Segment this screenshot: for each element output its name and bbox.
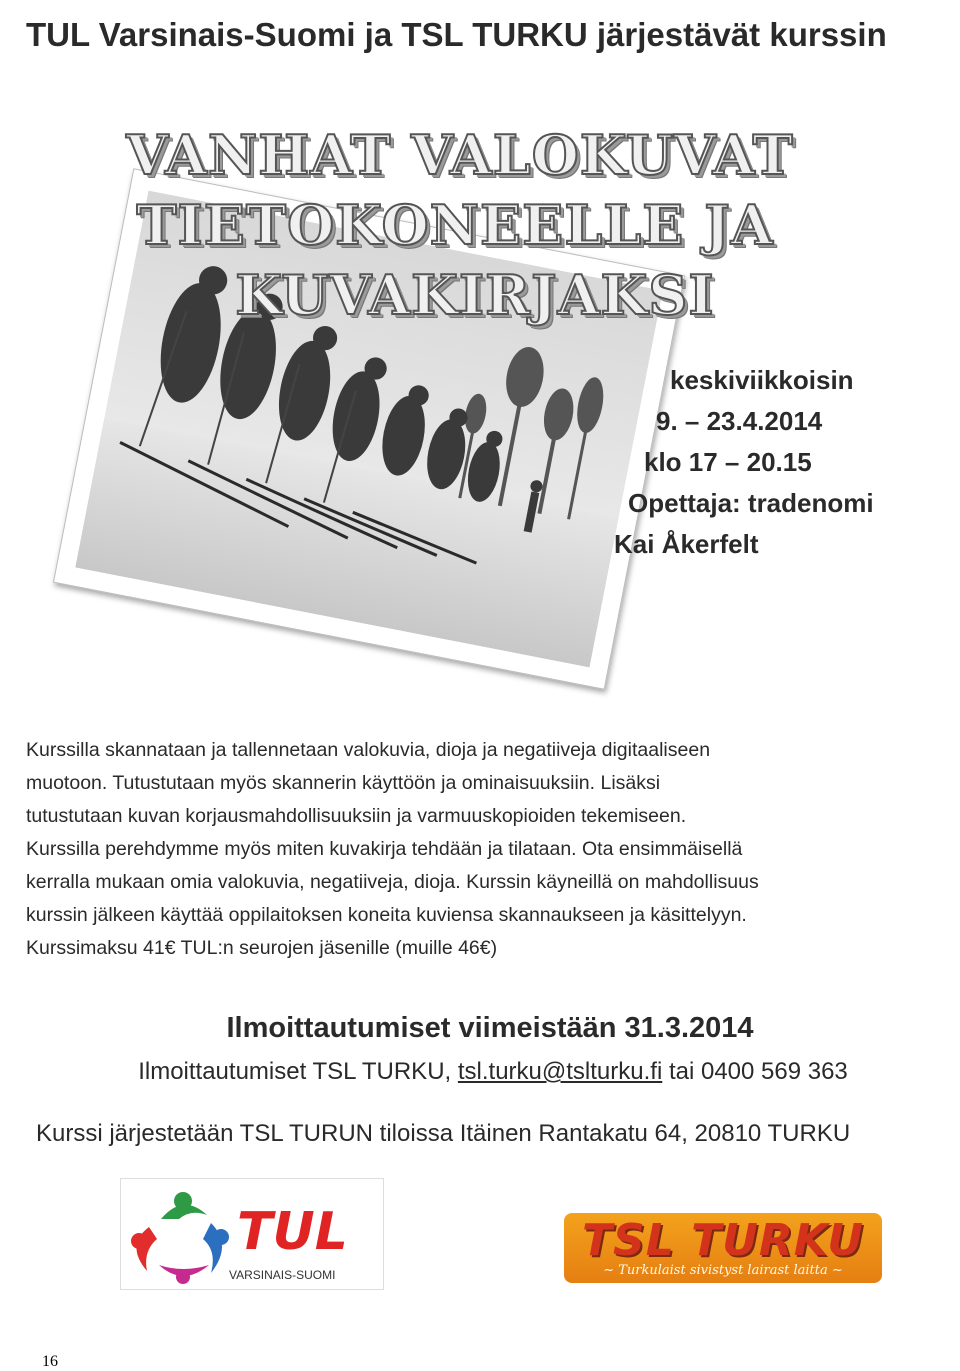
title-line-3: KUVAKIRJAKSI — [235, 263, 715, 327]
headline: TUL Varsinais-Suomi ja TSL TURKU järjestävät kurssin — [26, 16, 887, 53]
tsl-turku-logo — [564, 1213, 882, 1283]
course-day: keskiviikkoisin — [670, 365, 854, 395]
tul-logo — [120, 1178, 384, 1290]
teacher-label: Opettaja: tradenomi — [628, 488, 874, 518]
teacher-name: Kai Åkerfelt — [614, 529, 759, 559]
description-line: kerralla mukaan omia valokuvia, negatiiveja, dioja. Kurssin käyneillä on mahdollisuus — [26, 871, 759, 893]
description-line: tutustutaan kuvan korjausmahdollisuuksiin ja varmuuskopioiden tekemiseen. — [26, 805, 687, 827]
description-line: Kurssimaksu 41€ TUL:n seurojen jäsenille (muille 46€) — [26, 937, 498, 959]
description-line: muotoon. Tutustutaan myös skannerin käyttöön ja ominaisuuksiin. Lisäksi — [26, 772, 661, 794]
tsl-wordmark: TSL TURKU — [582, 1215, 864, 1266]
tul-figures-icon — [121, 1179, 383, 1289]
title-line-2: TIETOKONEELLE JA — [136, 193, 774, 257]
course-description — [26, 734, 946, 965]
tul-wordmark: TUL — [237, 1202, 348, 1262]
title-line-1: VANHAT VALOKUVAT — [126, 123, 794, 187]
course-details — [612, 360, 952, 565]
course-location: Kurssi järjestetään TSL TURUN tiloissa Itäinen Rantakatu 64, 20810 TURKU — [36, 1120, 851, 1147]
description-line: Kurssilla skannataan ja tallennetaan valokuvia, dioja ja negatiiveja digitaaliseen — [26, 739, 711, 761]
tul-subtitle: VARSINAIS-SUOMI — [229, 1268, 336, 1282]
registration-deadline: Ilmoittautumiset viimeistään 31.3.2014 — [226, 1012, 754, 1044]
tsl-slogan: ~ Turkulaist sivistyst lairast laitta ~ — [603, 1263, 843, 1278]
description-line: Kurssilla perehdymme myös miten kuvakirja tehdään ja tilataan. Ota ensimmäisellä — [26, 838, 743, 860]
contact-prefix: Ilmoittautumiset TSL TURKU, — [138, 1058, 452, 1085]
course-dates: 9. – 23.4.2014 — [656, 406, 823, 436]
description-line: kurssin jälkeen käyttää oppilaitoksen koneita kuviensa skannaukseen ja käsittelyyn. — [26, 904, 747, 926]
course-title — [0, 120, 960, 330]
contact-phone: tai 0400 569 363 — [668, 1058, 848, 1085]
registration-contact — [0, 1058, 960, 1086]
email-link[interactable]: tsl.turku@tslturku.fi — [457, 1058, 663, 1085]
page-number: 16 — [42, 1353, 58, 1370]
course-time: klo 17 – 20.15 — [644, 447, 812, 477]
